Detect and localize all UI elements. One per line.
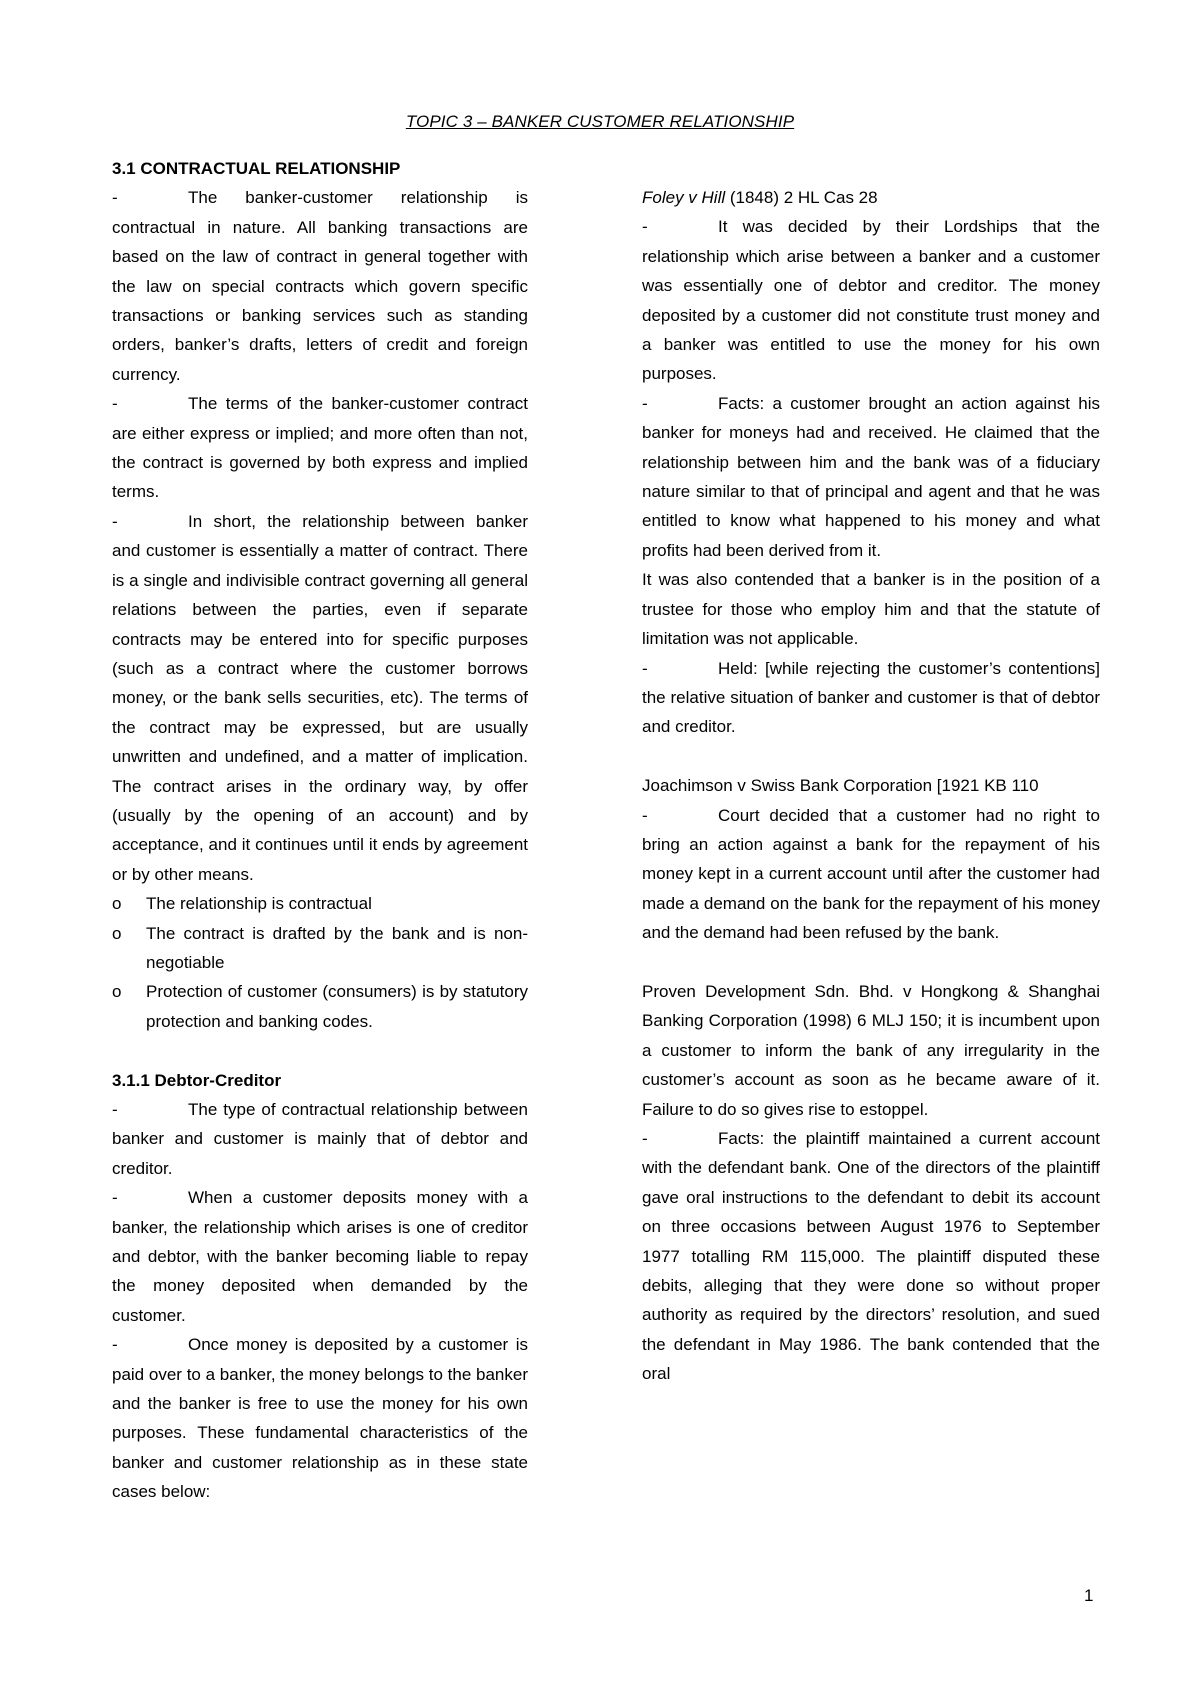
page-title: TOPIC 3 – BANKER CUSTOMER RELATIONSHIP — [405, 112, 795, 131]
left-column — [112, 154, 528, 1507]
page-number: 1 — [1084, 1586, 1094, 1605]
paragraph: - Held: [while rejecting the customer’s contentions] the relative situation of banker and customer is that of debtor and creditor. — [642, 658, 1100, 737]
paragraph: - Facts: a customer brought an action against his banker for moneys had and received. He claimed that the relationship between him and the bank was of a fiduciary nature similar to that of principal and agent and that he was entitled to know what happened to his money and what profits had been derived from it. — [642, 393, 1100, 560]
paragraph: It was also contended that a banker is in the position of a trustee for those who employ him and that the statute of limitation was not applicable. — [642, 570, 1100, 649]
paragraph: - It was decided by their Lordships that the relationship which arise between a banker and a customer was essentially one of debtor and creditor. The money deposited by a customer did not constitute trust money and a banker was entitled to use the money for his own purposes. — [642, 217, 1100, 384]
paragraph: - The type of contractual relationship between banker and customer is mainly that of debtor and creditor. — [112, 1099, 528, 1178]
paragraph: - In short, the relationship between banker and customer is essentially a matter of contract. There is a single and indivisible contract governing all general relations between the parties, even if separate contracts may be entered into for specific purposes (such as a contract where the customer borrows money, or the bank sells securities, etc). The terms of the contract may be expressed, but are usually unwritten and undefined, and a matter of implication. The contract arises in the ordinary way, by offer (usually by the opening of an account) and by acceptance, and it continues until it ends by agreement or by other means. — [112, 511, 528, 884]
section-heading-debtor-creditor: 3.1.1 Debtor-Creditor — [112, 1070, 282, 1090]
bullet-item: o The relationship is contractual — [112, 894, 372, 914]
case-citation: Proven Development Sdn. Bhd. v Hongkong & Shanghai Banking Corporation (1998) 6 MLJ 150; it is incumbent upon a customer to inform the bank of any irregularity in the customer’s account as soon as he became aware of it. Failure to do so gives rise to estoppel. — [642, 981, 1100, 1119]
case-citation: Joachimson v Swiss Bank Corporation [1921 KB 110 — [642, 776, 1039, 796]
paragraph: - Once money is deposited by a customer is paid over to a banker, the money belongs to the banker and the banker is free to use the money for his own purposes. These fundamental characteristics of the banker and customer relationship as in these state cases below: — [112, 1335, 528, 1502]
right-column — [642, 183, 1100, 1389]
section-heading-contractual: 3.1 CONTRACTUAL RELATIONSHIP — [112, 159, 401, 178]
bullet-item: o The contract is drafted by the bank and is non-negotiable — [112, 923, 528, 972]
bullet-item: o Protection of customer (consumers) is by statutory protection and banking codes. — [112, 982, 528, 1031]
paragraph: - The banker-customer relationship is contractual in nature. All banking transactions are based on the law of contract in general together with the law on special contracts which govern specific transactions or banking services such as standing orders, banker’s drafts, letters of credit and foreign currency. — [112, 188, 528, 384]
case-citation: Foley v Hill (1848) 2 HL Cas 28 — [642, 188, 878, 207]
paragraph: - Court decided that a customer had no right to bring an action against a bank for the repayment of his money kept in a current account until after the customer had made a demand on the bank for the repayment of his money and the demand had been refused by the bank. — [642, 805, 1100, 943]
paragraph: - Facts: the plaintiff maintained a current account with the defendant bank. One of the directors of the plaintiff gave oral instructions to the defendant to debit its account on three occasions between August 1976 to September 1977 totalling RM 115,000. The plaintiff disputed these debits, alleging that they were done so without proper authority as required by the directors’ resolution, and sued the defendant in May 1986. The bank contended that the oral — [642, 1128, 1100, 1384]
paragraph: - When a customer deposits money with a banker, the relationship which arises is one of creditor and debtor, with the banker becoming liable to repay the money deposited when demanded by the customer. — [112, 1188, 528, 1325]
paragraph: - The terms of the banker-customer contract are either express or implied; and more often than not, the contract is governed by both express and implied terms. — [112, 394, 528, 502]
